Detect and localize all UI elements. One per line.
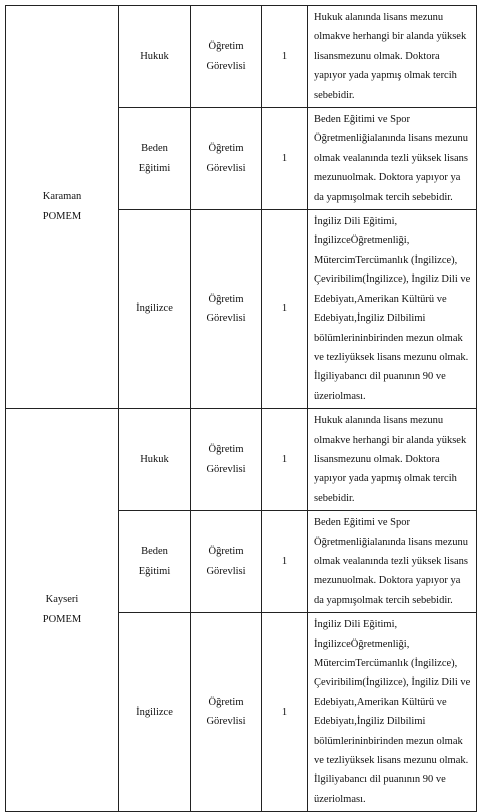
table-row bbox=[6, 6, 477, 108]
positions-table bbox=[5, 5, 477, 812]
text-line: İngiliz Dili Eğitimi, İngilizce bbox=[314, 216, 398, 247]
text-line: (İngilizce), İngiliz Dili ve Edebiyatı, bbox=[314, 274, 471, 305]
requirements-cell bbox=[308, 511, 477, 613]
text-line: ve herhangi bir alanda yüksek lisans bbox=[314, 434, 467, 465]
text-line: Öğretim bbox=[208, 696, 244, 708]
text-line: Görevlisi bbox=[206, 60, 246, 72]
text-line: Öğretmenliği, Mütercim bbox=[314, 235, 410, 266]
text-line: Hukuk bbox=[140, 50, 169, 62]
count-value: 1 bbox=[281, 453, 288, 465]
text-line: Beden Eğitimi ve Spor Öğretmenliği bbox=[314, 517, 410, 548]
text-line: (İngilizce), İngiliz Dili ve Edebiyatı, bbox=[314, 677, 471, 708]
title-cell bbox=[191, 108, 262, 210]
text-line: da yapmış olmak tercih sebebidir. bbox=[314, 70, 457, 101]
text-line: Öğretmenliği, Mütercim bbox=[314, 638, 410, 669]
text-line: Öğretim bbox=[208, 293, 244, 305]
positions-table-body bbox=[6, 6, 477, 812]
text-line: da yapmış olmak tercih sebebidir. bbox=[314, 473, 457, 504]
field-cell bbox=[119, 6, 191, 108]
text-line: Görevlisi bbox=[206, 716, 246, 728]
count-cell bbox=[262, 409, 308, 511]
text-line: İngiliz Dilbilimi bölümlerinin bbox=[314, 716, 426, 747]
title-cell bbox=[191, 6, 262, 108]
text-line: Hukuk bbox=[140, 453, 169, 465]
text-line: alanında lisans mezunu olmak ve bbox=[314, 536, 468, 567]
text-line: Öğretim bbox=[208, 41, 244, 53]
text-line: mezunu olmak. Doktora yapıyor ya bbox=[314, 453, 440, 485]
text-line: olmak. Doktora yapıyor ya da yapmış bbox=[314, 575, 461, 606]
text-line: Beden bbox=[141, 546, 168, 558]
text-line: yabancı dil puanının 90 ve üzeri bbox=[314, 774, 446, 805]
text-line: Öğretim bbox=[208, 546, 244, 558]
text-line: Kayseri bbox=[45, 594, 79, 606]
text-line: olmak tercih sebebidir. bbox=[356, 191, 453, 203]
text-line: İngiliz Dilbilimi bölümlerinin bbox=[314, 313, 426, 344]
text-line: Görevlisi bbox=[206, 162, 246, 174]
requirements-cell bbox=[308, 409, 477, 511]
text-line: birinden mezun olmak ve tezli bbox=[314, 332, 463, 363]
text-line: Tercümanlık (İngilizce), Çeviribilim bbox=[314, 658, 458, 689]
count-cell bbox=[262, 511, 308, 613]
text-line: yabancı dil puanının 90 ve üzeri bbox=[314, 371, 446, 402]
text-line: Beden bbox=[141, 143, 168, 155]
text-line: birinden mezun olmak ve tezli bbox=[314, 735, 463, 767]
text-line: yüksek lisans mezunu olmak. İlgili bbox=[314, 755, 469, 786]
text-line: POMEM bbox=[42, 614, 82, 626]
text-line: Görevlisi bbox=[206, 313, 246, 325]
table-row bbox=[6, 409, 477, 511]
requirements-cell bbox=[308, 6, 477, 108]
text-line: Amerikan Kültürü ve Edebiyatı, bbox=[314, 293, 447, 325]
institution-cell bbox=[6, 6, 119, 409]
text-line: Öğretim bbox=[208, 143, 244, 155]
count-value: 1 bbox=[281, 555, 288, 567]
title-cell bbox=[191, 511, 262, 613]
text-line: Görevlisi bbox=[206, 565, 246, 577]
requirements-cell bbox=[308, 210, 477, 409]
text-line: Görevlisi bbox=[206, 463, 246, 475]
field-cell bbox=[119, 210, 191, 409]
institution-cell bbox=[6, 409, 119, 812]
field-cell bbox=[119, 511, 191, 613]
field-cell bbox=[119, 613, 191, 812]
title-cell bbox=[191, 210, 262, 409]
text-line: Karaman bbox=[42, 191, 82, 203]
text-line: Beden Eğitimi ve Spor Öğretmenliği bbox=[314, 114, 410, 145]
count-cell bbox=[262, 210, 308, 409]
text-line: alanında tezli yüksek lisans mezunu bbox=[314, 555, 468, 587]
text-line: ve herhangi bir alanda yüksek lisans bbox=[314, 31, 467, 62]
count-cell bbox=[262, 6, 308, 108]
text-line: İngilizce bbox=[136, 706, 173, 718]
requirements-cell bbox=[308, 613, 477, 812]
title-cell bbox=[191, 613, 262, 812]
count-cell bbox=[262, 108, 308, 210]
text-line: Eğitimi bbox=[138, 565, 171, 577]
count-value: 1 bbox=[281, 50, 288, 62]
count-value: 1 bbox=[281, 303, 288, 315]
text-line: Amerikan Kültürü ve Edebiyatı, bbox=[314, 696, 447, 728]
text-line: İngiliz Dili Eğitimi, İngilizce bbox=[314, 619, 398, 650]
text-line: POMEM bbox=[42, 211, 82, 223]
text-line: alanında tezli yüksek lisans mezunu bbox=[314, 152, 468, 184]
text-line: Hukuk alanında lisans mezunu olmak bbox=[314, 12, 444, 43]
text-line: Tercümanlık (İngilizce), Çeviribilim bbox=[314, 254, 458, 286]
text-line: yüksek lisans mezunu olmak. İlgili bbox=[314, 351, 469, 383]
text-line: olması. bbox=[335, 390, 366, 402]
field-cell bbox=[119, 409, 191, 511]
text-line: Öğretim bbox=[208, 444, 244, 456]
requirements-cell bbox=[308, 108, 477, 210]
field-cell bbox=[119, 108, 191, 210]
count-cell bbox=[262, 613, 308, 812]
count-value: 1 bbox=[281, 706, 288, 718]
text-line: Hukuk alanında lisans mezunu olmak bbox=[314, 415, 444, 446]
text-line: mezunu olmak. Doktora yapıyor ya bbox=[314, 50, 440, 82]
text-line: alanında lisans mezunu olmak ve bbox=[314, 133, 468, 164]
title-cell bbox=[191, 409, 262, 511]
text-line: olması. bbox=[335, 793, 366, 805]
count-value: 1 bbox=[281, 152, 288, 164]
text-line: İngilizce bbox=[136, 303, 173, 315]
text-line: olmak tercih sebebidir. bbox=[356, 594, 453, 606]
text-line: Eğitimi bbox=[138, 162, 171, 174]
text-line: olmak. Doktora yapıyor ya da yapmış bbox=[314, 172, 461, 203]
